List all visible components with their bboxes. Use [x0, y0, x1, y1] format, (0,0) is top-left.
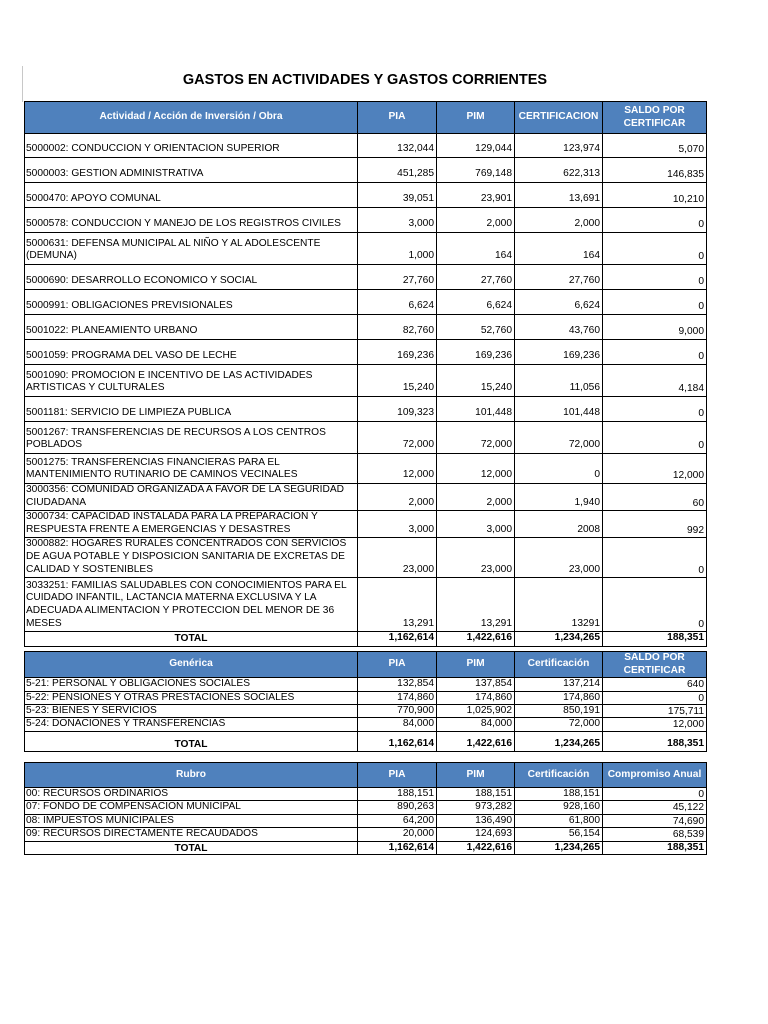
value-cell: 3,000: [437, 511, 515, 538]
value-cell: 23,000: [437, 538, 515, 578]
value-cell: 146,835: [603, 158, 707, 183]
row-label-cell: 3033251: FAMILIAS SALUDABLES CON CONOCIMIENTOS PARA EL CUIDADO INFANTIL, LACTANCIA MATERNA EXCLUSIVA Y LA ADECUADA ALIMENTACION Y PROTECCION DEL MENOR DE 36 MESES: [25, 578, 358, 632]
table-row: [25, 265, 707, 290]
value-cell: 43,760: [515, 315, 603, 340]
value-cell: 992: [603, 511, 707, 538]
column-header: CERTIFICACION: [515, 102, 603, 134]
table-row: [25, 814, 707, 827]
value-cell: 136,490: [437, 814, 515, 827]
total-value: 1,234,265: [515, 731, 603, 751]
value-cell: 1,000: [358, 233, 437, 265]
table-row: [25, 678, 707, 691]
value-cell: 84,000: [437, 718, 515, 731]
table-header-row: [25, 652, 707, 678]
value-cell: 0: [603, 265, 707, 290]
row-label-cell: 5000690: DESARROLLO ECONOMICO Y SOCIAL: [25, 265, 358, 290]
value-cell: 3,000: [358, 208, 437, 233]
value-cell: 13,291: [437, 578, 515, 632]
value-cell: 850,191: [515, 705, 603, 718]
value-cell: 1,940: [515, 484, 603, 511]
value-cell: 770,900: [358, 705, 437, 718]
value-cell: 52,760: [437, 315, 515, 340]
table-row: [25, 705, 707, 718]
generica-table: [24, 651, 707, 752]
total-value: 1,162,614: [358, 731, 437, 751]
row-label-cell: 5000991: OBLIGACIONES PREVISIONALES: [25, 290, 358, 315]
value-cell: 0: [603, 422, 707, 454]
value-cell: 13291: [515, 578, 603, 632]
value-cell: 13,691: [515, 183, 603, 208]
row-label-cell: 08: IMPUESTOS MUNICIPALES: [25, 814, 358, 827]
value-cell: 101,448: [515, 397, 603, 422]
value-cell: 928,160: [515, 801, 603, 814]
value-cell: 84,000: [358, 718, 437, 731]
value-cell: 769,148: [437, 158, 515, 183]
table-row: [25, 365, 707, 397]
value-cell: 123,974: [515, 134, 603, 158]
value-cell: 0: [603, 538, 707, 578]
value-cell: 137,854: [437, 678, 515, 691]
value-cell: 175,711: [603, 705, 707, 718]
value-cell: 0: [603, 290, 707, 315]
column-header: PIA: [358, 652, 437, 678]
row-label-cell: 5-21: PERSONAL Y OBLIGACIONES SOCIALES: [25, 678, 358, 691]
total-value: 1,422,616: [437, 841, 515, 854]
value-cell: 129,044: [437, 134, 515, 158]
table-row: [25, 340, 707, 365]
value-cell: 60: [603, 484, 707, 511]
value-cell: 1,025,902: [437, 705, 515, 718]
value-cell: 3,000: [358, 511, 437, 538]
value-cell: 0: [515, 454, 603, 484]
row-label-cell: 5000631: DEFENSA MUNICIPAL AL NIÑO Y AL ADOLESCENTE (DEMUNA): [25, 233, 358, 265]
value-cell: 5,070: [603, 134, 707, 158]
row-label-cell: 3000882: HOGARES RURALES CONCENTRADOS CON SERVICIOS DE AGUA POTABLE Y DISPOSICION SANITARIA DE EXCRETAS DE CALIDAD Y SOSTENIBLES: [25, 538, 358, 578]
value-cell: 64,200: [358, 814, 437, 827]
row-label-cell: 5001059: PROGRAMA DEL VASO DE LECHE: [25, 340, 358, 365]
table-row: [25, 233, 707, 265]
column-header: Certificación: [515, 763, 603, 788]
value-cell: 72,000: [358, 422, 437, 454]
value-cell: 12,000: [603, 718, 707, 731]
column-header: PIM: [437, 763, 515, 788]
row-label-cell: 5000578: CONDUCCION Y MANEJO DE LOS REGISTROS CIVILES: [25, 208, 358, 233]
table-row: [25, 315, 707, 340]
value-cell: 27,760: [358, 265, 437, 290]
value-cell: 23,000: [515, 538, 603, 578]
value-cell: 0: [603, 578, 707, 632]
value-cell: 2,000: [437, 208, 515, 233]
row-label-cell: 5-23: BIENES Y SERVICIOS: [25, 705, 358, 718]
value-cell: 72,000: [515, 422, 603, 454]
column-header: PIA: [358, 763, 437, 788]
table-row: [25, 511, 707, 538]
value-cell: 9,000: [603, 315, 707, 340]
row-label-cell: 5001267: TRANSFERENCIAS DE RECURSOS A LOS CENTROS POBLADOS: [25, 422, 358, 454]
total-value: 1,162,614: [358, 632, 437, 647]
value-cell: 169,236: [437, 340, 515, 365]
row-label-cell: 5000003: GESTION ADMINISTRATIVA: [25, 158, 358, 183]
column-header: SALDO POR CERTIFICAR: [603, 102, 707, 134]
value-cell: 2,000: [437, 484, 515, 511]
value-cell: 12,000: [437, 454, 515, 484]
value-cell: 12,000: [603, 454, 707, 484]
actividades-table: [24, 101, 707, 647]
value-cell: 0: [603, 233, 707, 265]
table-row: [25, 183, 707, 208]
value-cell: 82,760: [358, 315, 437, 340]
table-row: [25, 578, 707, 632]
column-header: Rubro: [25, 763, 358, 788]
value-cell: 169,236: [515, 340, 603, 365]
value-cell: 0: [603, 208, 707, 233]
table-row: [25, 290, 707, 315]
value-cell: 0: [603, 691, 707, 704]
value-cell: 0: [603, 340, 707, 365]
column-header: Certificación: [515, 652, 603, 678]
table-row: [25, 718, 707, 731]
value-cell: 56,154: [515, 828, 603, 841]
row-label-cell: 5000470: APOYO COMUNAL: [25, 183, 358, 208]
table-row: [25, 484, 707, 511]
column-header: PIM: [437, 652, 515, 678]
table-row: [25, 788, 707, 801]
row-label-cell: 5001275: TRANSFERENCIAS FINANCIERAS PARA EL MANTENIMIENTO RUTINARIO DE CAMINOS VECINALES: [25, 454, 358, 484]
table-row: [25, 134, 707, 158]
table-header-row: [25, 763, 707, 788]
value-cell: 101,448: [437, 397, 515, 422]
value-cell: 174,860: [437, 691, 515, 704]
row-label-cell: 5001181: SERVICIO DE LIMPIEZA PUBLICA: [25, 397, 358, 422]
row-label-cell: 3000734: CAPACIDAD INSTALADA PARA LA PREPARACION Y RESPUESTA FRENTE A EMERGENCIAS Y DESASTRES: [25, 511, 358, 538]
value-cell: 451,285: [358, 158, 437, 183]
total-value: 1,422,616: [437, 632, 515, 647]
row-label-cell: 00: RECURSOS ORDINARIOS: [25, 788, 358, 801]
value-cell: 2,000: [515, 208, 603, 233]
value-cell: 2008: [515, 511, 603, 538]
row-label-cell: 5001090: PROMOCION E INCENTIVO DE LAS ACTIVIDADES ARTISTICAS Y CULTURALES: [25, 365, 358, 397]
value-cell: 15,240: [437, 365, 515, 397]
table-row: [25, 208, 707, 233]
table-row: [25, 397, 707, 422]
value-cell: 72,000: [515, 718, 603, 731]
value-cell: 61,800: [515, 814, 603, 827]
value-cell: 68,539: [603, 828, 707, 841]
value-cell: 74,690: [603, 814, 707, 827]
value-cell: 23,901: [437, 183, 515, 208]
value-cell: 890,263: [358, 801, 437, 814]
total-value: 188,351: [603, 731, 707, 751]
value-cell: 6,624: [515, 290, 603, 315]
row-label-cell: 3000356: COMUNIDAD ORGANIZADA A FAVOR DE LA SEGURIDAD CIUDADANA: [25, 484, 358, 511]
column-header: Compromiso Anual: [603, 763, 707, 788]
row-label-cell: 07: FONDO DE COMPENSACION MUNICIPAL: [25, 801, 358, 814]
table-header-row: [25, 102, 707, 134]
value-cell: 15,240: [358, 365, 437, 397]
row-label-cell: 5000002: CONDUCCION Y ORIENTACION SUPERIOR: [25, 134, 358, 158]
value-cell: 45,122: [603, 801, 707, 814]
value-cell: 169,236: [358, 340, 437, 365]
value-cell: 137,214: [515, 678, 603, 691]
table-row: [25, 801, 707, 814]
column-header: SALDO POR CERTIFICAR: [603, 652, 707, 678]
value-cell: 6,624: [358, 290, 437, 315]
value-cell: 72,000: [437, 422, 515, 454]
value-cell: 164: [515, 233, 603, 265]
value-cell: 4,184: [603, 365, 707, 397]
value-cell: 640: [603, 678, 707, 691]
total-value: 1,234,265: [515, 841, 603, 854]
table-row: [25, 158, 707, 183]
left-margin-rule: [22, 66, 23, 102]
row-label-cell: 5-24: DONACIONES Y TRANSFERENCIAS: [25, 718, 358, 731]
value-cell: 124,693: [437, 828, 515, 841]
table-row: [25, 828, 707, 841]
value-cell: 132,854: [358, 678, 437, 691]
value-cell: 11,056: [515, 365, 603, 397]
value-cell: 622,313: [515, 158, 603, 183]
value-cell: 188,151: [437, 788, 515, 801]
total-row: [25, 841, 707, 854]
row-label-cell: 09: RECURSOS DIRECTAMENTE RECAUDADOS: [25, 828, 358, 841]
value-cell: 188,151: [358, 788, 437, 801]
total-value: 1,234,265: [515, 632, 603, 647]
value-cell: 2,000: [358, 484, 437, 511]
column-header: Actividad / Acción de Inversión / Obra: [25, 102, 358, 134]
table-row: [25, 691, 707, 704]
value-cell: 27,760: [515, 265, 603, 290]
column-header: PIA: [358, 102, 437, 134]
value-cell: 23,000: [358, 538, 437, 578]
total-label: TOTAL: [25, 841, 358, 854]
total-value: 1,162,614: [358, 841, 437, 854]
table-row: [25, 454, 707, 484]
value-cell: 174,860: [358, 691, 437, 704]
value-cell: 20,000: [358, 828, 437, 841]
total-label: TOTAL: [25, 632, 358, 647]
total-row: [25, 632, 707, 647]
value-cell: 973,282: [437, 801, 515, 814]
total-row: [25, 731, 707, 751]
value-cell: 39,051: [358, 183, 437, 208]
value-cell: 13,291: [358, 578, 437, 632]
rubro-table: [24, 762, 707, 855]
total-value: 1,422,616: [437, 731, 515, 751]
value-cell: 132,044: [358, 134, 437, 158]
value-cell: 0: [603, 397, 707, 422]
value-cell: 109,323: [358, 397, 437, 422]
total-value: 188,351: [603, 841, 707, 854]
total-value: 188,351: [603, 632, 707, 647]
value-cell: 174,860: [515, 691, 603, 704]
value-cell: 6,624: [437, 290, 515, 315]
column-header: Genérica: [25, 652, 358, 678]
page-title: GASTOS EN ACTIVIDADES Y GASTOS CORRIENTES: [182, 72, 548, 88]
value-cell: 164: [437, 233, 515, 265]
table-row: [25, 422, 707, 454]
column-header: PIM: [437, 102, 515, 134]
total-label: TOTAL: [25, 731, 358, 751]
value-cell: 10,210: [603, 183, 707, 208]
table-row: [25, 538, 707, 578]
value-cell: 188,151: [515, 788, 603, 801]
value-cell: 27,760: [437, 265, 515, 290]
row-label-cell: 5001022: PLANEAMIENTO URBANO: [25, 315, 358, 340]
value-cell: 12,000: [358, 454, 437, 484]
row-label-cell: 5-22: PENSIONES Y OTRAS PRESTACIONES SOCIALES: [25, 691, 358, 704]
value-cell: 0: [603, 788, 707, 801]
